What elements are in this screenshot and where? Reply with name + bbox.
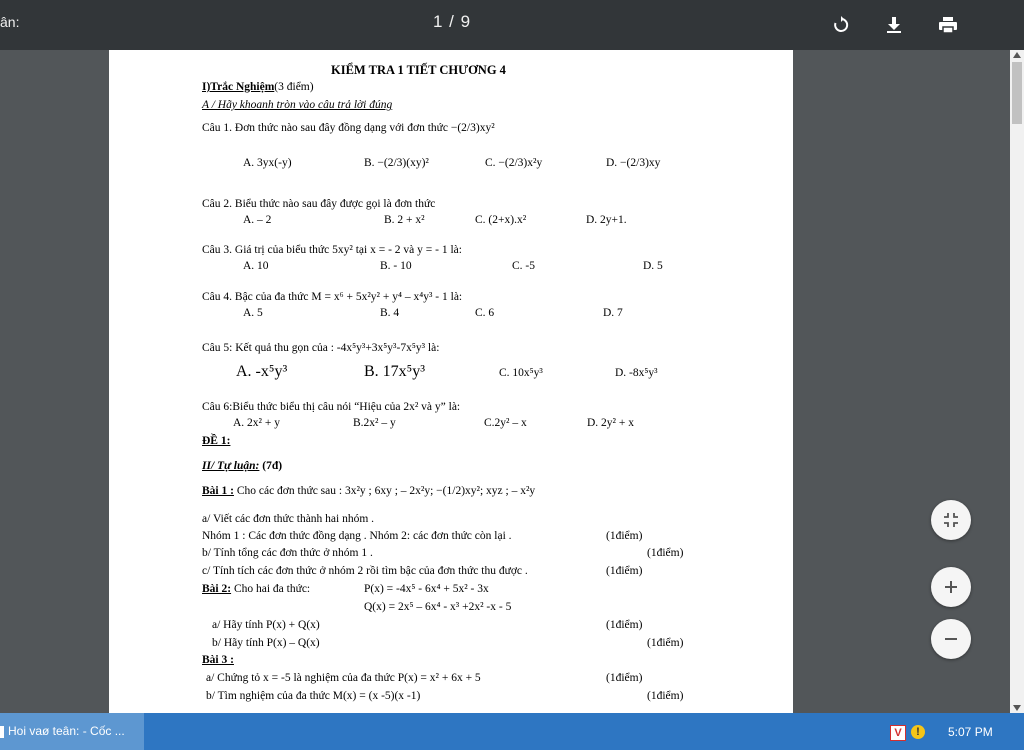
zoom-in-button[interactable] bbox=[931, 567, 971, 607]
q1-option-a: A. 3yx(-y) bbox=[243, 157, 292, 169]
tray-shield-icon[interactable]: ! bbox=[911, 725, 925, 739]
print-icon bbox=[938, 16, 958, 34]
zoom-out-button[interactable] bbox=[931, 619, 971, 659]
scroll-thumb[interactable] bbox=[1012, 62, 1022, 124]
bai1-a: a/ Viết các đơn thức thành hai nhóm . bbox=[202, 513, 375, 525]
bai1-b-points: (1điểm) bbox=[647, 547, 684, 559]
fit-page-button[interactable] bbox=[931, 500, 971, 540]
q6-option-a: A. 2x² + y bbox=[233, 417, 280, 429]
q1-option-d: D. −(2/3)xy bbox=[606, 157, 661, 169]
q5-option-a: A. -x⁵y³ bbox=[236, 363, 288, 380]
q6-option-d: D. 2y² + x bbox=[587, 417, 634, 429]
bai1-groups: Nhóm 1 : Các đơn thức đồng dạng . Nhóm 2: các đơn thức còn lại . bbox=[202, 530, 512, 542]
question-5: Câu 5: Kết quả thu gọn của : -4x⁵y³+3x⁵y³-7x⁵y³ là: bbox=[202, 342, 440, 354]
bai2-a: a/ Hãy tính P(x) + Q(x) bbox=[212, 619, 320, 631]
bai1-b: b/ Tính tổng các đơn thức ở nhóm 1 . bbox=[202, 547, 373, 559]
q3-option-a: A. 10 bbox=[243, 260, 269, 272]
q3-option-b: B. - 10 bbox=[380, 260, 412, 272]
q5-option-c: C. 10x⁵y³ bbox=[499, 367, 543, 379]
polynomial-p: P(x) = -4x⁵ - 6x⁴ + 5x² - 3x bbox=[364, 583, 489, 595]
bai-3: Bài 3 : bbox=[202, 654, 234, 666]
scroll-down-icon[interactable] bbox=[1013, 705, 1021, 711]
window-icon bbox=[0, 726, 4, 738]
q2-option-d: D. 2y+1. bbox=[586, 214, 627, 226]
exam-heading: KIỂM TRA 1 TIẾT CHƯƠNG 4 bbox=[331, 63, 506, 77]
q5-option-b: B. 17x⁵y³ bbox=[364, 363, 426, 380]
de-1-label: ĐỀ 1: bbox=[202, 435, 231, 447]
q1-option-c: C. −(2/3)x²y bbox=[485, 157, 543, 169]
q1-option-b: B. −(2/3)(xy)² bbox=[364, 157, 429, 169]
bai2-a-points: (1điểm) bbox=[606, 619, 643, 631]
bai1-c-points: (1điểm) bbox=[606, 565, 643, 577]
document-title: ân: bbox=[0, 14, 20, 30]
bai1-a-points: (1điểm) bbox=[606, 530, 643, 542]
os-taskbar bbox=[0, 713, 1024, 750]
part2-header: II/ Tự luận: (7đ) bbox=[202, 460, 283, 472]
bai3-a-points: (1điểm) bbox=[606, 672, 643, 684]
vertical-scrollbar[interactable] bbox=[1010, 50, 1024, 713]
print-button[interactable] bbox=[933, 10, 963, 40]
download-icon bbox=[885, 16, 903, 34]
tray-v-icon[interactable]: V bbox=[890, 725, 906, 741]
bai2-b: b/ Hãy tính P(x) – Q(x) bbox=[212, 637, 320, 649]
download-button[interactable] bbox=[879, 10, 909, 40]
q5-option-d: D. -8x⁵y³ bbox=[615, 367, 658, 379]
bai3-b: b/ Tìm nghiệm của đa thức M(x) = (x -5)(x -1) bbox=[206, 690, 421, 702]
page-indicator[interactable]: 1 / 9 bbox=[433, 12, 472, 31]
fit-page-icon bbox=[943, 512, 959, 528]
question-3: Câu 3. Giá trị của biểu thức 5xy² tại x = - 2 và y = - 1 là: bbox=[202, 244, 462, 256]
question-1: Câu 1. Đơn thức nào sau đây đồng dạng với đơn thức −(2/3)xy² bbox=[202, 122, 495, 134]
question-6: Câu 6:Biểu thức biểu thị câu nói “Hiệu của 2x² và y” là: bbox=[202, 401, 461, 413]
q4-option-a: A. 5 bbox=[243, 307, 263, 319]
zoom-out-icon bbox=[943, 631, 959, 647]
rotate-button[interactable] bbox=[826, 10, 856, 40]
part1-instruction: A / Hãy khoanh tròn vào câu trả lời đúng bbox=[202, 99, 393, 111]
part1-header: I)Trắc Nghiệm(3 điểm) bbox=[202, 81, 314, 93]
bai3-b-points: (1điểm) bbox=[647, 690, 684, 702]
bai-1: Bài 1 : Cho các đơn thức sau : 3x²y ; 6xy ; – 2x²y; −(1/2)xy²; xyz ; – x²y bbox=[202, 485, 536, 497]
q2-option-b: B. 2 + x² bbox=[384, 214, 425, 226]
question-4: Câu 4. Bậc của đa thức M = x⁶ + 5x²y² + y⁴ – x⁴y³ - 1 là: bbox=[202, 291, 463, 303]
taskbar-window-button[interactable]: Hoi vaø teân: - Cốc ... bbox=[0, 713, 144, 750]
q2-option-c: C. (2+x).x² bbox=[475, 214, 527, 226]
q4-option-d: D. 7 bbox=[603, 307, 623, 319]
q4-option-b: B. 4 bbox=[380, 307, 400, 319]
bai2-b-points: (1điểm) bbox=[647, 637, 684, 649]
bai-2: Bài 2: Cho hai đa thức: bbox=[202, 583, 311, 595]
q3-option-d: D. 5 bbox=[643, 260, 663, 272]
pdf-toolbar bbox=[0, 0, 1024, 50]
pdf-page bbox=[109, 50, 793, 713]
scroll-up-icon[interactable] bbox=[1013, 52, 1021, 58]
bai1-c: c/ Tính tích các đơn thức ở nhóm 2 rồi tìm bậc của đơn thức thu được . bbox=[202, 565, 528, 577]
polynomial-q: Q(x) = 2x⁵ – 6x⁴ - x³ +2x² -x - 5 bbox=[364, 601, 512, 613]
q4-option-c: C. 6 bbox=[475, 307, 495, 319]
rotate-icon bbox=[832, 16, 850, 34]
q6-option-b: B.2x² – y bbox=[353, 417, 396, 429]
zoom-in-icon bbox=[943, 579, 959, 595]
bai3-a: a/ Chứng tỏ x = -5 là nghiệm của đa thức P(x) = x² + 6x + 5 bbox=[206, 672, 481, 684]
q6-option-c: C.2y² – x bbox=[484, 417, 527, 429]
q2-option-a: A. – 2 bbox=[243, 214, 272, 226]
q3-option-c: C. -5 bbox=[512, 260, 535, 272]
taskbar-clock[interactable]: 5:07 PM bbox=[948, 725, 993, 739]
question-2: Câu 2. Biểu thức nào sau đây được gọi là đơn thức bbox=[202, 198, 436, 210]
